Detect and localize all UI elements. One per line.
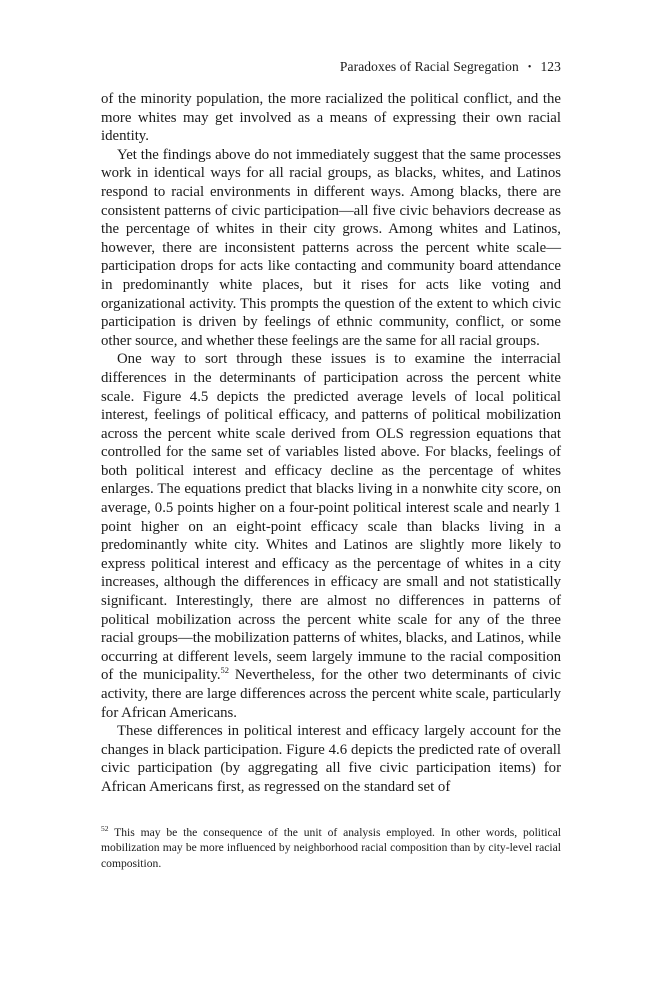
book-page xyxy=(101,58,561,871)
body-text xyxy=(101,90,561,797)
bullet-separator: • xyxy=(527,62,532,73)
paragraph-1: of the minority population, the more racialized the political conflict, and the more whites may get involved as a means of expressing their own racial identity. xyxy=(101,91,561,145)
running-title: Paradoxes of Racial Segregation xyxy=(339,59,519,74)
paragraph-4: These differences in political interest and efficacy largely account for the changes in black participation. Figure 4.6 depicts the predicted rate of overall civic participation (by aggregating all five civic participation items) for African Americans first, as regressed on the standard set of xyxy=(101,723,561,795)
footnote-text: This may be the consequence of the unit of analysis employed. In other words, political mobilization may be more influenced by neighborhood racial composition than by city-level racial composition. xyxy=(101,825,561,870)
paragraph-3 xyxy=(101,350,561,722)
footnote xyxy=(101,825,561,872)
page-number: 123 xyxy=(540,59,561,74)
running-header xyxy=(101,58,561,78)
paragraph-3-text: One way to sort through these issues is to examine the interracial differences in the determinants of participation across the percent white scale. Figure 4.5 depicts the predicted average levels of local political interest, feelings of political efficacy, and patterns of political mobilization across the percent white scale derived from OLS regression equations that controlled for the same set of variables listed above. For blacks, feelings of both political interest and efficacy decline as the percentage of whites enlarges. The equations predict that blacks living in a nonwhite city score, on average, 0.5 points higher on a four-point political interest scale and nearly 1 point higher on an eight-point efficacy scale than blacks living in a predominantly white city. Whites and Latinos are slightly more likely to express political interest and efficacy as the percentage of whites in a city increases, although the differences in efficacy are small and not statistically significant. Interestingly, there are almost no differences in patterns of political mobilization across the percent white scale for any of the three racial groups—the mobilization patterns of whites, blacks, and Latinos, while occurring at different levels, seem largely immune to the racial composition of the municipality. xyxy=(101,351,561,684)
paragraph-3-continuation: Nevertheless, for the other two determinants of civic activity, there are large differences across the percent white scale, particularly for African Americans. xyxy=(101,667,561,721)
footnote-number: 52 xyxy=(101,823,109,833)
footnote-reference[interactable]: 52 xyxy=(220,665,230,676)
paragraph-2: Yet the findings above do not immediately suggest that the same processes work in identical ways for all racial groups, as blacks, whites, and Latinos respond to racial environments in different ways. Among blacks, there are consistent patterns of civic participation—all five civic behaviors decrease as the percentage of whites in their city grows. Among whites and Latinos, however, there are inconsistent patterns across the percent white scale—participation drops for acts like contacting and community board attendance in predominantly white places, but it rises for acts like voting and organizational activity. This prompts the question of the extent to which civic participation is driven by feelings of ethnic community, conflict, or some other source, and whether these feelings are the same for all racial groups. xyxy=(101,146,561,349)
